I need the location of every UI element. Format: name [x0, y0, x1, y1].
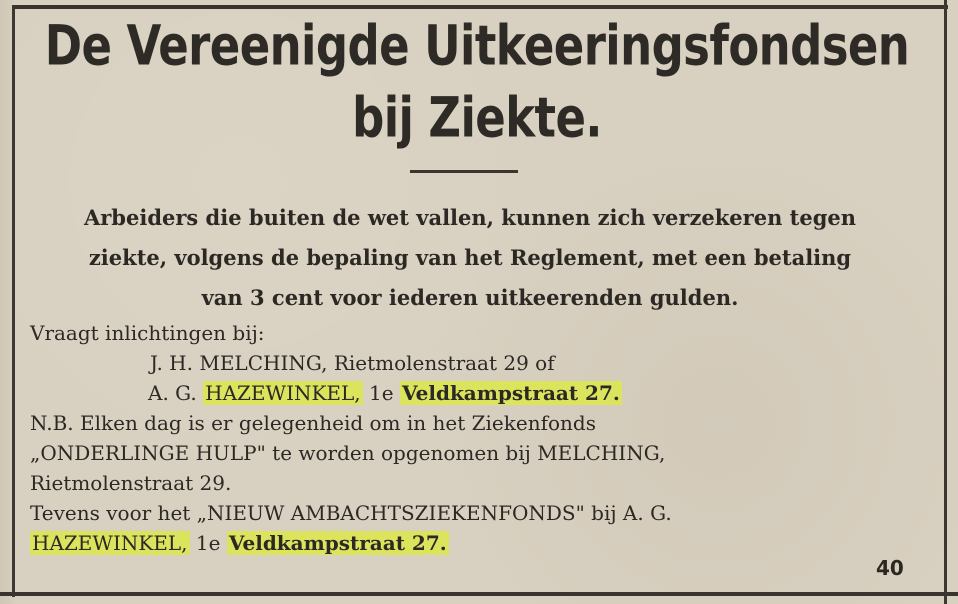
tevens-line-1: Tevens voor het „NIEUW AMBACHTSZIEKENFONDS" bij A. G.: [30, 501, 672, 525]
ad-number: 40: [876, 556, 904, 580]
tevens-line-2: [30, 528, 910, 558]
bottom-rule: [0, 592, 958, 596]
highlight-veldkampstraat: Veldkampstraat 27.: [401, 381, 620, 405]
highlight-hazewinkel-2: HAZEWINKEL,: [32, 531, 188, 555]
intro-line-2: ziekte, volgens de bepaling van het Reglement, met een betaling: [88, 245, 852, 270]
nb-line-3: Rietmolenstraat 29.: [30, 471, 232, 495]
nb-line-1: N.B. Elken dag is er gelegenheid om in het Ziekenfonds: [30, 411, 596, 435]
top-rule: [14, 5, 948, 9]
left-rule: [12, 5, 15, 597]
intro-paragraph: [30, 198, 910, 318]
contact-line-2-prefix: A. G.: [148, 381, 204, 405]
right-rule: [944, 0, 947, 604]
headline-line-2: bij Ziekte.: [352, 85, 602, 150]
contact-prompt: Vraagt inlichtingen bij:: [30, 321, 265, 345]
intro-line-3: van 3 cent voor iederen uitkeerenden gulden.: [201, 285, 739, 310]
highlight-veldkampstraat-2: Veldkampstraat 27.: [228, 531, 447, 555]
nb-line-2: „ONDERLINGE HULP" te worden opgenomen bij MELCHING,: [30, 441, 666, 465]
headline-line-1: De Vereenigde Uitkeeringsfondsen: [44, 13, 910, 78]
intro-line-1: Arbeiders die buiten de wet vallen, kunnen zich verzekeren tegen: [83, 205, 857, 230]
contact-line-2: [30, 378, 910, 408]
body-text: [30, 318, 910, 558]
ad-headline: [20, 13, 934, 150]
tevens-line-2-mid: 1e: [189, 531, 227, 555]
contact-line-1: J. H. MELCHING, Rietmolenstraat 29 of: [150, 351, 555, 375]
contact-line-2-mid: 1e: [362, 381, 400, 405]
headline-divider: [410, 170, 518, 173]
highlight-hazewinkel: HAZEWINKEL,: [205, 381, 361, 405]
